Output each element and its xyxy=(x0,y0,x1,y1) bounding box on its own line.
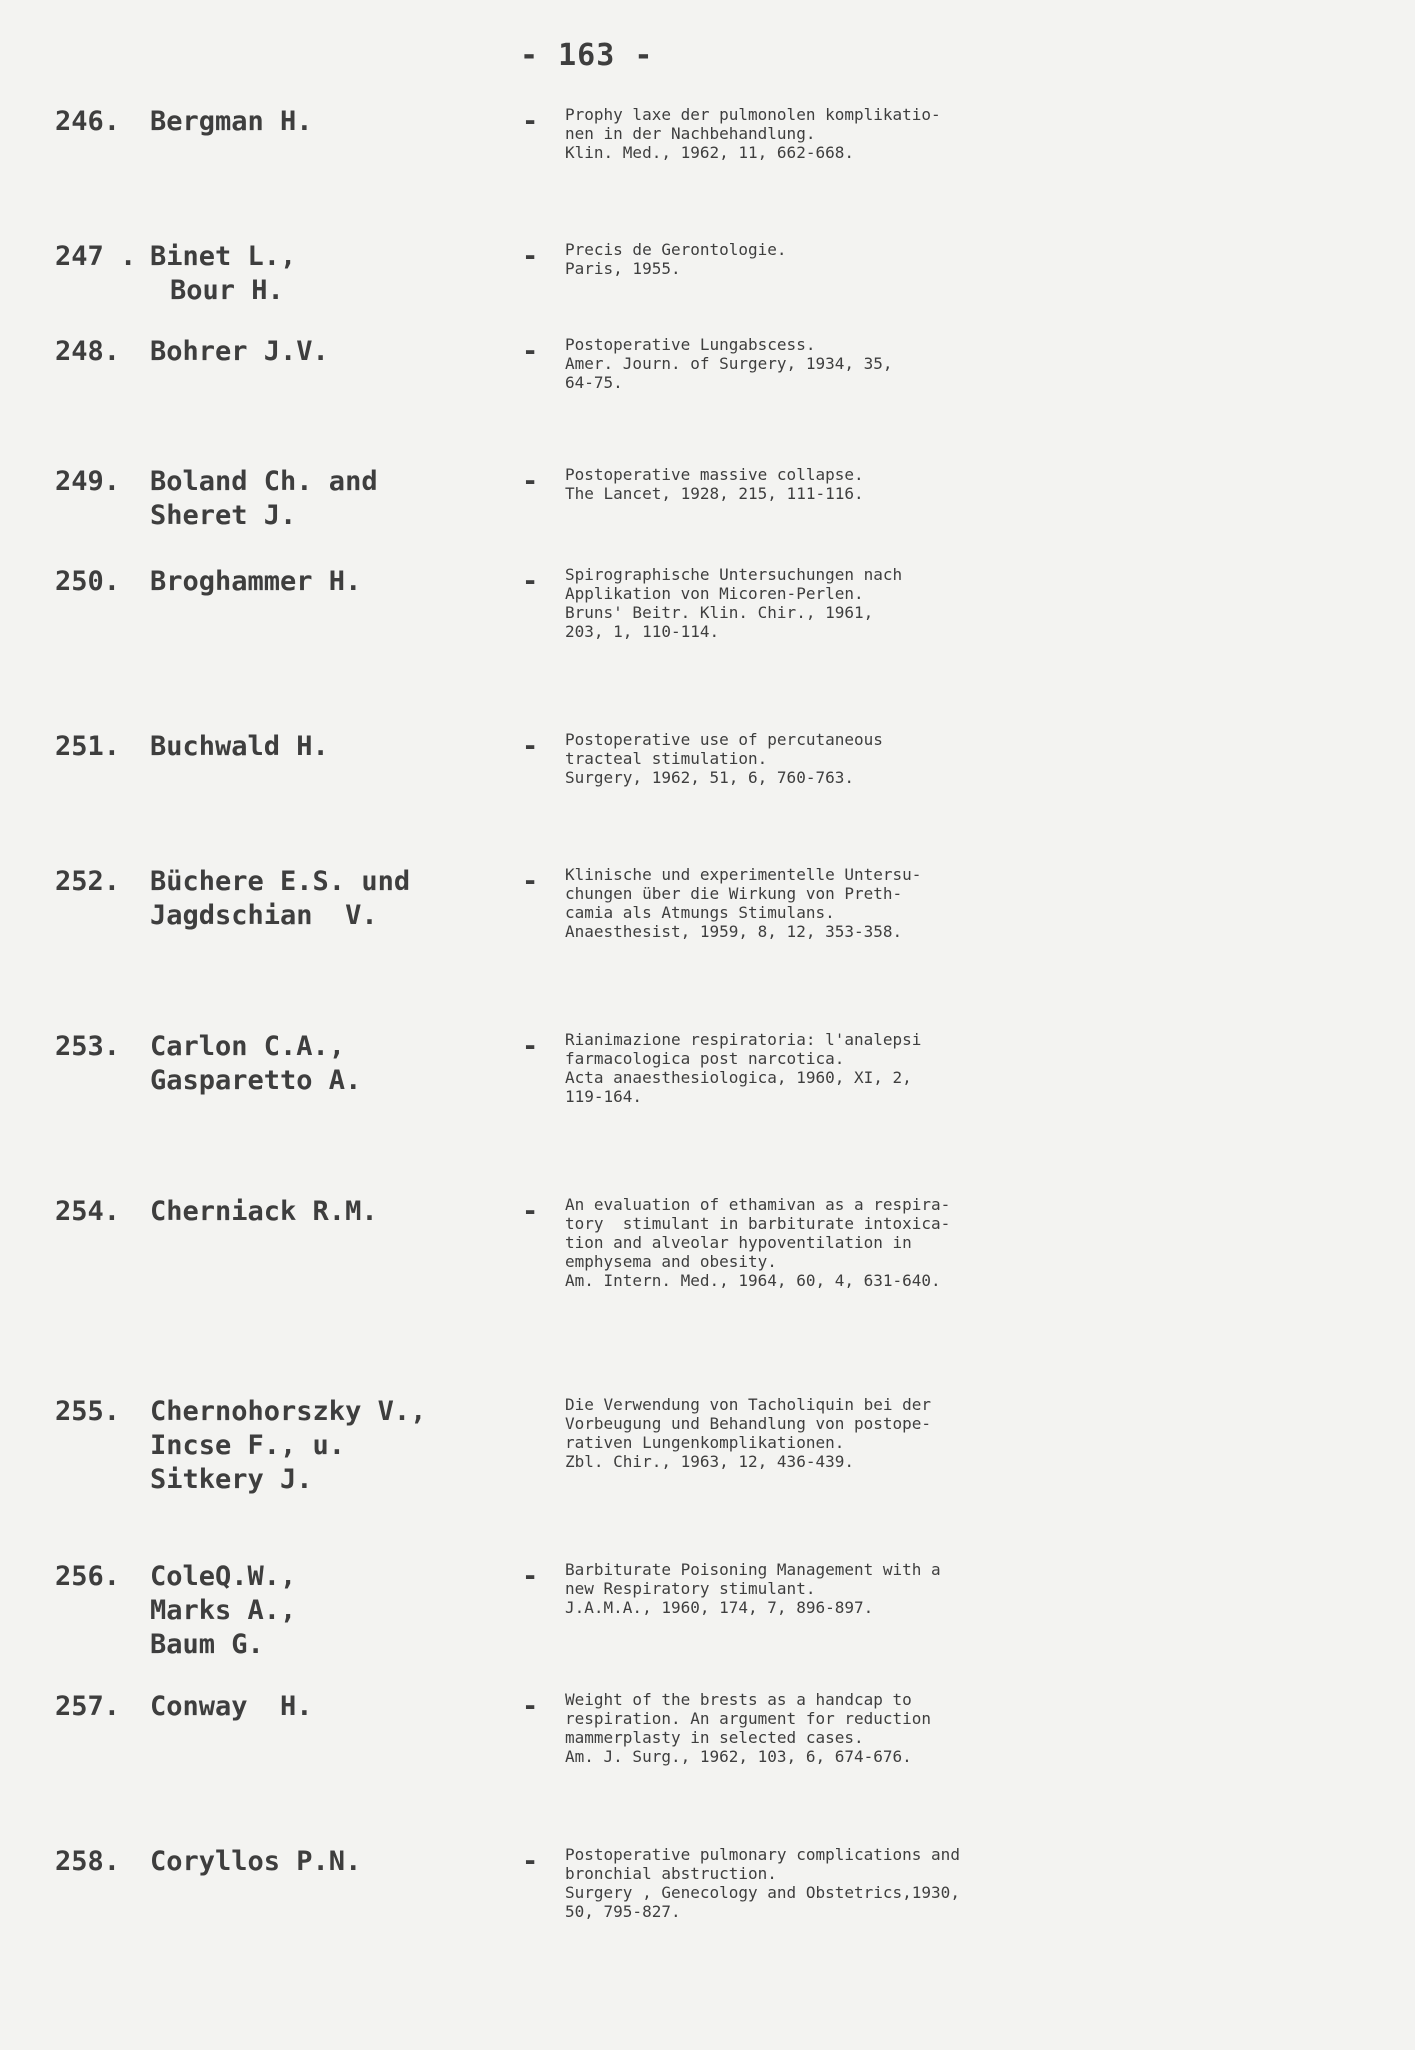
author-line: Jagdschian V. xyxy=(150,900,378,931)
reference-dash: - xyxy=(522,566,539,597)
citation-line: tracteal stimulation. xyxy=(565,749,768,768)
reference-dash: - xyxy=(522,106,539,137)
citation-line: Spirographische Untersuchungen nach xyxy=(565,565,903,584)
reference-dash: - xyxy=(522,336,539,367)
author-line: ColeQ.W., xyxy=(150,1561,297,1592)
citation-line: camia als Atmungs Stimulans. xyxy=(565,903,835,922)
citation-line: Klin. Med., 1962, 11, 662-668. xyxy=(565,143,854,162)
citation-line: 50, 795-827. xyxy=(565,1902,681,1921)
citation-line: nen in der Nachbehandlung. xyxy=(565,124,816,143)
reference-dash: - xyxy=(522,1196,539,1227)
author-line: Cherniack R.M. xyxy=(150,1196,378,1227)
reference-dash: - xyxy=(522,466,539,497)
citation-line: farmacologica post narcotica. xyxy=(565,1049,845,1068)
author-line: Bergman H. xyxy=(150,106,313,137)
citation-line: Prophy laxe der pulmonolen komplikatio- xyxy=(565,105,941,124)
citation-line: Rianimazione respiratoria: l'analepsi xyxy=(565,1030,922,1049)
citation-line: new Respiratory stimulant. xyxy=(565,1579,816,1598)
citation-line: Postoperative Lungabscess. xyxy=(565,335,816,354)
reference-number: 255. xyxy=(55,1396,121,1427)
reference-number: 248. xyxy=(55,336,121,367)
author-line: Boland Ch. and xyxy=(150,466,378,497)
citation-line: mammerplasty in selected cases. xyxy=(565,1728,864,1747)
citation-line: rativen Lungenkomplikationen. xyxy=(565,1433,845,1452)
author-line: Bour H. xyxy=(170,275,284,306)
citation-line: 203, 1, 110-114. xyxy=(565,622,720,641)
citation-line: An evaluation of ethamivan as a respira- xyxy=(565,1195,951,1214)
citation-line: Precis de Gerontologie. xyxy=(565,240,787,259)
author-line: Buchwald H. xyxy=(150,731,329,762)
citation-line: Die Verwendung von Tacholiquin bei der xyxy=(565,1395,932,1414)
page-number: - 163 - xyxy=(520,38,654,73)
reference-number: 254. xyxy=(55,1196,121,1227)
reference-dash: - xyxy=(522,866,539,897)
reference-authors xyxy=(150,1690,313,1724)
reference-number: 250. xyxy=(55,566,121,597)
author-line: Coryllos P.N. xyxy=(150,1846,362,1877)
citation-line: Acta anaesthesiologica, 1960, XI, 2, xyxy=(565,1068,912,1087)
reference-number: 253. xyxy=(55,1031,121,1062)
author-line: Marks A., xyxy=(150,1595,297,1626)
reference-dash: - xyxy=(522,1846,539,1877)
reference-citation xyxy=(565,240,1385,278)
citation-line: Weight of the brests as a handcap to xyxy=(565,1690,912,1709)
citation-line: Amer. Journ. of Surgery, 1934, 35, xyxy=(565,354,893,373)
author-line: Bohrer J.V. xyxy=(150,336,329,367)
author-line: Binet L., xyxy=(150,241,297,272)
citation-line: emphysema and obesity. xyxy=(565,1252,777,1271)
citation-line: bronchial abstruction. xyxy=(565,1864,777,1883)
citation-line: tory stimulant in barbiturate intoxica- xyxy=(565,1214,951,1233)
reference-authors xyxy=(150,335,329,369)
reference-authors xyxy=(150,1030,361,1098)
reference-citation xyxy=(565,105,1385,162)
reference-dash: - xyxy=(522,1691,539,1722)
citation-line: Postoperative pulmonary complications and xyxy=(565,1845,960,1864)
reference-citation xyxy=(565,465,1385,503)
reference-number: 252. xyxy=(55,866,121,897)
citation-line: Applikation von Micoren-Perlen. xyxy=(565,584,864,603)
reference-authors xyxy=(150,565,361,599)
reference-citation xyxy=(565,1395,1385,1471)
reference-authors xyxy=(150,730,329,764)
author-line: Gasparetto A. xyxy=(150,1065,362,1096)
reference-authors xyxy=(150,1195,378,1229)
citation-line: Vorbeugung und Behandlung von postope- xyxy=(565,1414,932,1433)
citation-line: tion and alveolar hypoventilation in xyxy=(565,1233,912,1252)
reference-authors xyxy=(150,105,313,139)
citation-line: 64-75. xyxy=(565,373,623,392)
citation-line: Postoperative massive collapse. xyxy=(565,465,864,484)
citation-line: Am. J. Surg., 1962, 103, 6, 674-676. xyxy=(565,1747,912,1766)
citation-line: Klinische und experimentelle Untersu- xyxy=(565,865,922,884)
author-line: Sitkery J. xyxy=(150,1464,313,1495)
reference-citation xyxy=(565,335,1385,392)
citation-line: Barbiturate Poisoning Management with a xyxy=(565,1560,941,1579)
reference-dash: - xyxy=(522,731,539,762)
reference-number: 246. xyxy=(55,106,121,137)
author-line: Chernohorszky V., xyxy=(150,1396,427,1427)
reference-citation xyxy=(565,1030,1385,1106)
citation-line: respiration. An argument for reduction xyxy=(565,1709,932,1728)
reference-authors xyxy=(150,240,296,308)
reference-dash: - xyxy=(522,241,539,272)
reference-authors xyxy=(150,1845,361,1879)
author-line: Broghammer H. xyxy=(150,566,362,597)
reference-number: 247 . xyxy=(55,241,137,272)
reference-authors xyxy=(150,465,378,533)
reference-dash: - xyxy=(522,1031,539,1062)
reference-citation xyxy=(565,1195,1385,1290)
citation-line: J.A.M.A., 1960, 174, 7, 896-897. xyxy=(565,1598,874,1617)
author-line: Carlon C.A., xyxy=(150,1031,346,1062)
reference-citation xyxy=(565,565,1385,641)
citation-line: Zbl. Chir., 1963, 12, 436-439. xyxy=(565,1452,854,1471)
citation-line: Anaesthesist, 1959, 8, 12, 353-358. xyxy=(565,922,903,941)
reference-number: 249. xyxy=(55,466,121,497)
citation-line: Surgery , Genecology and Obstetrics,1930, xyxy=(565,1883,960,1902)
reference-dash: - xyxy=(522,1561,539,1592)
author-line: Baum G. xyxy=(150,1629,264,1660)
reference-number: 258. xyxy=(55,1846,121,1877)
citation-line: Postoperative use of percutaneous xyxy=(565,730,883,749)
reference-authors xyxy=(150,1395,426,1497)
citation-line: Bruns' Beitr. Klin. Chir., 1961, xyxy=(565,603,874,622)
citation-line: The Lancet, 1928, 215, 111-116. xyxy=(565,484,864,503)
reference-citation xyxy=(565,865,1385,941)
reference-authors xyxy=(150,865,410,933)
reference-citation xyxy=(565,1560,1385,1617)
citation-line: Am. Intern. Med., 1964, 60, 4, 631-640. xyxy=(565,1271,941,1290)
citation-line: 119-164. xyxy=(565,1087,643,1106)
citation-line: Surgery, 1962, 51, 6, 760-763. xyxy=(565,768,854,787)
reference-number: 251. xyxy=(55,731,121,762)
author-line: Sheret J. xyxy=(150,500,297,531)
author-line: Büchere E.S. und xyxy=(150,866,411,897)
author-line: Conway H. xyxy=(150,1691,313,1722)
citation-line: chungen über die Wirkung von Preth- xyxy=(565,884,903,903)
author-line: Incse F., u. xyxy=(150,1430,346,1461)
reference-citation xyxy=(565,1845,1385,1921)
reference-citation xyxy=(565,730,1385,787)
reference-citation xyxy=(565,1690,1385,1766)
reference-number: 257. xyxy=(55,1691,121,1722)
reference-number: 256. xyxy=(55,1561,121,1592)
citation-line: Paris, 1955. xyxy=(565,259,681,278)
reference-authors xyxy=(150,1560,296,1662)
